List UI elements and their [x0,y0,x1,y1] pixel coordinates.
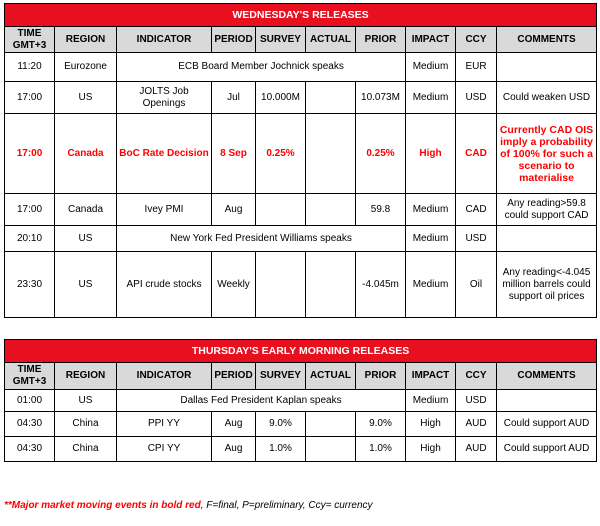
cell-time: 01:00 [5,390,55,412]
table-row [5,194,597,226]
cell-impact: High [406,114,456,194]
cell-ccy: CAD [456,194,497,226]
col-header-indicator: INDICATOR [117,27,212,53]
cell-survey: 0.25% [256,114,306,194]
cell-time: 04:30 [5,437,55,462]
cell-survey: 10.000M [256,82,306,114]
cell-period: Aug [212,412,256,437]
cell-impact: High [406,437,456,462]
cell-impact: Medium [406,82,456,114]
table-row [5,226,597,252]
col-header-survey: SURVEY [256,363,306,390]
cell-region: US [55,252,117,318]
col-header-region: REGION [55,27,117,53]
cell-prior: -4.045m [356,252,406,318]
col-header-period: PERIOD [212,363,256,390]
cell-region: US [55,390,117,412]
cell-indicator: New York Fed President Williams speaks [117,226,406,252]
cell-time: 17:00 [5,82,55,114]
cell-survey: 9.0% [256,412,306,437]
col-header-comments: COMMENTS [497,363,597,390]
cell-time: 20:10 [5,226,55,252]
cell-prior: 0.25% [356,114,406,194]
cell-comments: Currently CAD OIS imply a probability of 100% for such a scenario to materialise [497,114,597,194]
col-header-indicator: INDICATOR [117,363,212,390]
cell-impact: Medium [406,53,456,82]
col-header-prior: PRIOR [356,27,406,53]
cell-prior: 1.0% [356,437,406,462]
col-header-prior: PRIOR [356,363,406,390]
cell-region: China [55,437,117,462]
cell-indicator: CPI YY [117,437,212,462]
cell-survey: 1.0% [256,437,306,462]
col-header-time: TIME GMT+3 [5,363,55,390]
cell-ccy: USD [456,226,497,252]
table-row-highlighted [5,114,597,194]
cell-time: 17:00 [5,194,55,226]
table-row [5,82,597,114]
col-header-actual: ACTUAL [306,363,356,390]
cell-comments: Any reading<-4.045 million barrels could support oil prices [497,252,597,318]
cell-indicator: Dallas Fed President Kaplan speaks [117,390,406,412]
cell-actual [306,412,356,437]
table-row [5,437,597,462]
cell-survey [256,194,306,226]
cell-period: Aug [212,194,256,226]
cell-region: US [55,226,117,252]
cell-time: 04:30 [5,412,55,437]
table-header-row [5,363,597,390]
cell-ccy: Oil [456,252,497,318]
cell-ccy: USD [456,390,497,412]
cell-actual [306,194,356,226]
thursday-banner [5,340,597,363]
cell-impact: High [406,412,456,437]
cell-survey [256,252,306,318]
cell-comments: Could support AUD [497,412,597,437]
thursday-releases-table [4,339,597,462]
cell-comments [497,53,597,82]
cell-indicator: JOLTS Job Openings [117,82,212,114]
table-row [5,390,597,412]
col-header-region: REGION [55,363,117,390]
wednesday-title: WEDNESDAY'S RELEASES [5,4,597,27]
cell-ccy: AUD [456,437,497,462]
cell-indicator: PPI YY [117,412,212,437]
table-row [5,412,597,437]
cell-comments: Could weaken USD [497,82,597,114]
cell-impact: Medium [406,194,456,226]
col-header-actual: ACTUAL [306,27,356,53]
cell-indicator: API crude stocks [117,252,212,318]
wednesday-releases-table [4,3,597,318]
cell-region: China [55,412,117,437]
col-header-ccy: CCY [456,363,497,390]
cell-indicator: BoC Rate Decision [117,114,212,194]
cell-impact: Medium [406,226,456,252]
col-header-impact: IMPACT [406,363,456,390]
cell-region: Canada [55,114,117,194]
cell-period: 8 Sep [212,114,256,194]
cell-impact: Medium [406,252,456,318]
col-header-period: PERIOD [212,27,256,53]
cell-comments: Any reading>59.8 could support CAD [497,194,597,226]
cell-period: Jul [212,82,256,114]
cell-period: Aug [212,437,256,462]
cell-prior: 9.0% [356,412,406,437]
cell-region: Eurozone [55,53,117,82]
cell-comments: Could support AUD [497,437,597,462]
cell-ccy: AUD [456,412,497,437]
footnote-legend: , F=final, P=preliminary, Ccy= currency [200,500,373,511]
cell-indicator: ECB Board Member Jochnick speaks [117,53,406,82]
footnote-emphasis: **Major market moving events in bold red [4,500,201,511]
col-header-impact: IMPACT [406,27,456,53]
cell-prior: 59.8 [356,194,406,226]
table-header-row [5,27,597,53]
cell-actual [306,437,356,462]
cell-actual [306,114,356,194]
cell-ccy: USD [456,82,497,114]
cell-time: 11:20 [5,53,55,82]
col-header-ccy: CCY [456,27,497,53]
col-header-time: TIME GMT+3 [5,27,55,53]
cell-region: US [55,82,117,114]
cell-time: 23:30 [5,252,55,318]
col-header-comments: COMMENTS [497,27,597,53]
col-header-survey: SURVEY [256,27,306,53]
cell-impact: Medium [406,390,456,412]
cell-actual [306,82,356,114]
wednesday-banner [5,4,597,27]
table-row [5,53,597,82]
cell-comments [497,390,597,412]
cell-indicator: Ivey PMI [117,194,212,226]
cell-ccy: CAD [456,114,497,194]
thursday-title: THURSDAY'S EARLY MORNING RELEASES [5,340,597,363]
cell-period: Weekly [212,252,256,318]
cell-ccy: EUR [456,53,497,82]
cell-time: 17:00 [5,114,55,194]
cell-region: Canada [55,194,117,226]
footnote [4,500,373,511]
table-row [5,252,597,318]
cell-actual [306,252,356,318]
cell-comments [497,226,597,252]
cell-prior: 10.073M [356,82,406,114]
